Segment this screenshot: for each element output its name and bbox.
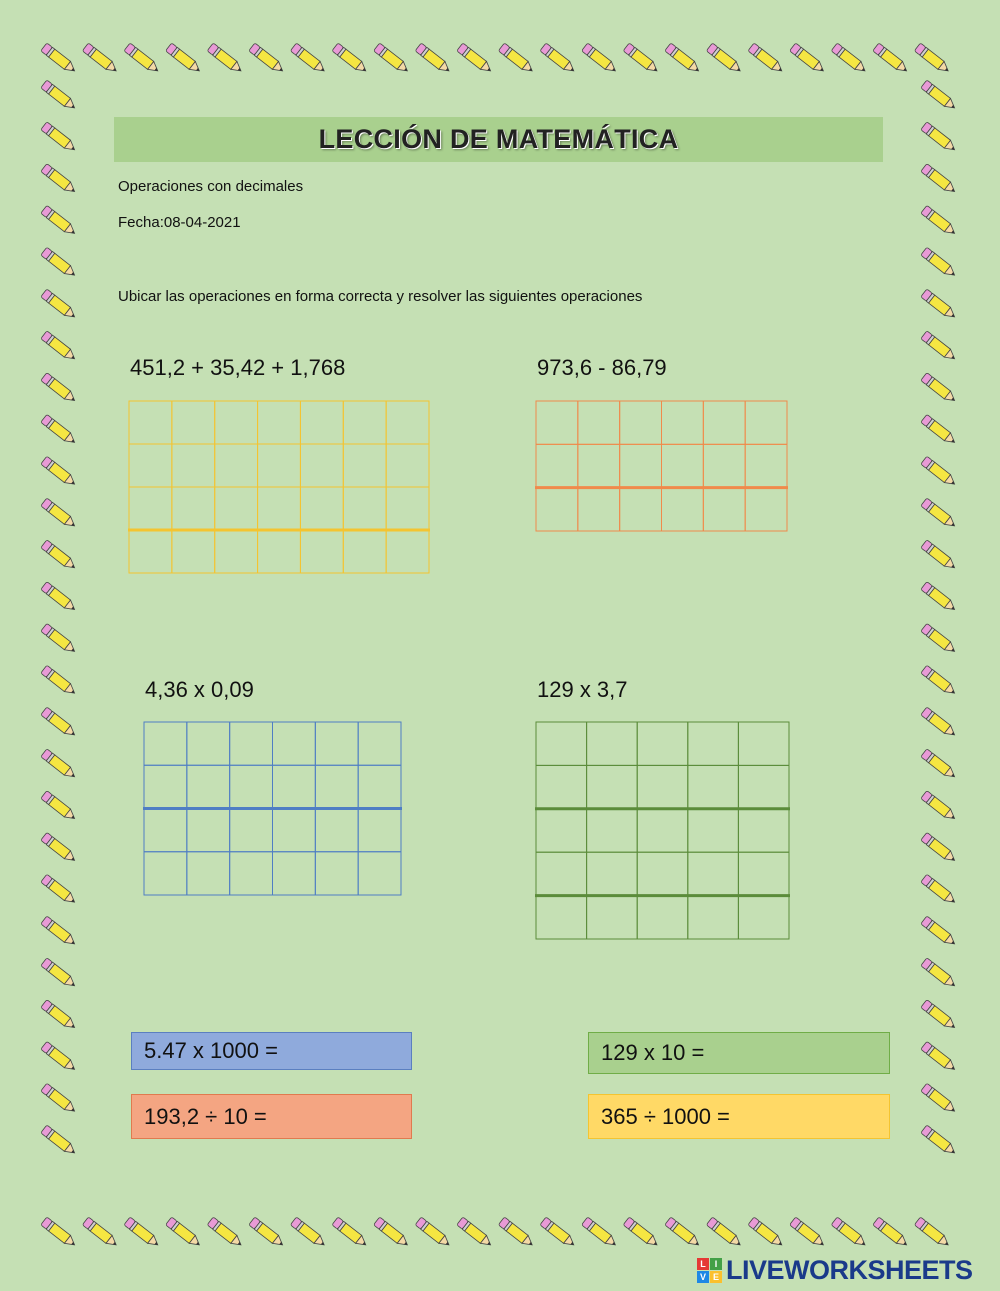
pencil-icon xyxy=(498,1217,535,1249)
pencil-icon xyxy=(582,1217,619,1249)
pencil-icon xyxy=(124,43,161,75)
pencil-icon xyxy=(415,1217,452,1249)
pencil-icon xyxy=(41,456,78,488)
pencil-icon xyxy=(921,498,958,530)
grid-cell[interactable] xyxy=(187,765,230,808)
grid-cell[interactable] xyxy=(662,488,704,531)
pencil-icon xyxy=(623,43,660,75)
pencil-icon xyxy=(831,43,868,75)
pencil-icon xyxy=(166,1217,203,1249)
grid-cell[interactable] xyxy=(230,809,273,852)
grid-cell[interactable] xyxy=(315,809,358,852)
answer-label: 129 x 10 = xyxy=(601,1040,705,1065)
pencil-icon xyxy=(41,205,78,237)
grid-cell[interactable] xyxy=(215,444,258,487)
logo-badge-icon: L I V E xyxy=(697,1258,722,1283)
subject-line: Operaciones con decimales xyxy=(118,178,304,195)
pencil-icon xyxy=(748,1217,785,1249)
pencil-icon xyxy=(82,43,119,75)
grid-cell[interactable] xyxy=(230,722,273,765)
grid-cell[interactable] xyxy=(738,896,789,939)
pencil-icon xyxy=(873,1217,910,1249)
pencil-icon xyxy=(921,247,958,279)
pencil-icon xyxy=(41,164,78,196)
pencil-icon xyxy=(582,43,619,75)
grid-cell[interactable] xyxy=(258,487,301,530)
liveworksheets-logo xyxy=(697,1255,973,1285)
grid-cell[interactable] xyxy=(315,765,358,808)
grid-cell[interactable] xyxy=(258,444,301,487)
answer-label: 5.47 x 1000 = xyxy=(144,1038,278,1063)
grid-cell[interactable] xyxy=(536,488,578,531)
grid-cell[interactable] xyxy=(536,401,578,444)
addition-grid[interactable] xyxy=(128,400,430,574)
answer-box-multiply-1000 xyxy=(131,1032,412,1070)
pencil-icon xyxy=(41,749,78,781)
pencil-icon xyxy=(332,1217,369,1249)
pencil-icon xyxy=(921,665,958,697)
grid-cell[interactable] xyxy=(587,896,638,939)
grid-cell[interactable] xyxy=(587,765,638,808)
pencil-icon xyxy=(921,832,958,864)
grid-cell[interactable] xyxy=(300,444,343,487)
date-line: Fecha:08-04-2021 xyxy=(118,214,241,231)
pencil-icon xyxy=(921,164,958,196)
operation-label-multiplication-1: 4,36 x 0,09 xyxy=(145,677,254,702)
multiplication-grid-1[interactable] xyxy=(143,721,402,896)
operation-label-multiplication-2: 129 x 3,7 xyxy=(537,677,628,702)
pencil-icon xyxy=(41,414,78,446)
multiplication-grid-2[interactable] xyxy=(535,721,790,940)
grid-cell[interactable] xyxy=(343,401,386,444)
pencil-icon xyxy=(921,205,958,237)
grid-cell[interactable] xyxy=(578,444,620,487)
grid-cell[interactable] xyxy=(386,401,429,444)
grid-cell[interactable] xyxy=(343,487,386,530)
pencil-icon xyxy=(665,1217,702,1249)
grid-cell[interactable] xyxy=(273,852,316,895)
grid-cell[interactable] xyxy=(343,444,386,487)
grid-cell[interactable] xyxy=(620,444,662,487)
grid-cell[interactable] xyxy=(273,765,316,808)
pencil-icon xyxy=(41,1000,78,1032)
grid-cell[interactable] xyxy=(536,809,587,852)
pencil-icon xyxy=(41,958,78,990)
grid-cell[interactable] xyxy=(187,852,230,895)
pencil-icon xyxy=(748,43,785,75)
grid-cell[interactable] xyxy=(273,809,316,852)
pencil-icon xyxy=(124,1217,161,1249)
pencil-icon xyxy=(41,331,78,363)
pencil-icon xyxy=(41,247,78,279)
pencil-icon xyxy=(41,916,78,948)
pencil-icon xyxy=(41,582,78,614)
grid-cell[interactable] xyxy=(315,722,358,765)
grid-cell[interactable] xyxy=(187,722,230,765)
grid-cell[interactable] xyxy=(215,487,258,530)
pencil-icon xyxy=(921,1125,958,1157)
pencil-icon xyxy=(415,43,452,75)
pencil-icon xyxy=(914,1217,951,1249)
pencil-icon xyxy=(921,331,958,363)
grid-cell[interactable] xyxy=(536,896,587,939)
grid-cell[interactable] xyxy=(230,765,273,808)
grid-cell[interactable] xyxy=(300,401,343,444)
pencil-icon xyxy=(41,874,78,906)
pencil-icon xyxy=(207,43,244,75)
answer-box-divide-10 xyxy=(131,1094,412,1139)
pencil-icon xyxy=(921,456,958,488)
pencil-icon xyxy=(921,916,958,948)
grid-cell[interactable] xyxy=(703,401,745,444)
grid-cell[interactable] xyxy=(637,809,688,852)
grid-cell[interactable] xyxy=(745,401,787,444)
grid-cell[interactable] xyxy=(343,530,386,573)
answer-label: 193,2 ÷ 10 = xyxy=(144,1103,267,1129)
grid-cell[interactable] xyxy=(662,444,704,487)
grid-cell[interactable] xyxy=(386,487,429,530)
grid-cell[interactable] xyxy=(536,852,587,895)
grid-cell[interactable] xyxy=(129,530,172,573)
pencil-icon xyxy=(41,623,78,655)
pencil-icon xyxy=(921,289,958,321)
grid-cell[interactable] xyxy=(258,401,301,444)
pencil-icon xyxy=(290,1217,327,1249)
pencil-icon xyxy=(41,832,78,864)
pencil-icon xyxy=(249,1217,286,1249)
pencil-icon xyxy=(706,1217,743,1249)
grid-cell[interactable] xyxy=(172,444,215,487)
grid-cell[interactable] xyxy=(144,765,187,808)
operation-label-addition: 451,2 + 35,42 + 1,768 xyxy=(130,355,346,380)
grid-cell[interactable] xyxy=(688,896,739,939)
pencil-icon xyxy=(41,1041,78,1073)
pencil-icon xyxy=(921,80,958,112)
grid-cell[interactable] xyxy=(273,722,316,765)
pencil-icon xyxy=(914,43,951,75)
pencil-icon xyxy=(921,1083,958,1115)
grid-cell[interactable] xyxy=(187,809,230,852)
pencil-icon xyxy=(41,289,78,321)
grid-cell[interactable] xyxy=(587,852,638,895)
grid-cell[interactable] xyxy=(129,401,172,444)
grid-cell[interactable] xyxy=(129,487,172,530)
grid-cell[interactable] xyxy=(358,809,401,852)
pencil-icon xyxy=(41,707,78,739)
pencil-icon xyxy=(706,43,743,75)
grid-cell[interactable] xyxy=(745,444,787,487)
grid-cell[interactable] xyxy=(215,401,258,444)
grid-cell[interactable] xyxy=(738,809,789,852)
logo-text: LIVEWORKSHEETS xyxy=(726,1254,973,1285)
subtraction-grid[interactable] xyxy=(535,400,788,532)
pencil-icon xyxy=(166,43,203,75)
grid-cell[interactable] xyxy=(703,488,745,531)
grid-cell[interactable] xyxy=(358,765,401,808)
operation-label-subtraction: 973,6 - 86,79 xyxy=(537,355,667,380)
pencil-icon xyxy=(921,707,958,739)
grid-cell[interactable] xyxy=(172,487,215,530)
pencil-icon xyxy=(540,43,577,75)
grid-cell[interactable] xyxy=(129,444,172,487)
grid-cell[interactable] xyxy=(745,488,787,531)
grid-cell[interactable] xyxy=(536,444,578,487)
pencil-icon xyxy=(41,1217,78,1249)
grid-cell[interactable] xyxy=(300,487,343,530)
grid-cell[interactable] xyxy=(620,401,662,444)
pencil-icon xyxy=(921,874,958,906)
answer-input[interactable] xyxy=(275,1104,389,1129)
pencil-icon xyxy=(921,540,958,572)
pencil-icon xyxy=(41,540,78,572)
pencil-icon xyxy=(790,1217,827,1249)
answer-box-divide-1000 xyxy=(588,1094,890,1139)
pencil-icon xyxy=(374,1217,411,1249)
grid-cell[interactable] xyxy=(386,444,429,487)
title-bar xyxy=(114,117,883,162)
grid-cell[interactable] xyxy=(688,852,739,895)
grid-cell[interactable] xyxy=(536,722,587,765)
pencil-icon xyxy=(457,43,494,75)
grid-cell[interactable] xyxy=(358,722,401,765)
pencil-icon xyxy=(665,43,702,75)
grid-cell[interactable] xyxy=(703,444,745,487)
grid-cell[interactable] xyxy=(144,809,187,852)
answer-label: 365 ÷ 1000 = xyxy=(601,1103,730,1129)
grid-cell[interactable] xyxy=(172,530,215,573)
pencil-icon xyxy=(290,43,327,75)
pencil-icon xyxy=(41,1125,78,1157)
instruction-line: Ubicar las operaciones en forma correcta y resolver las siguientes operaciones xyxy=(118,288,643,305)
grid-cell[interactable] xyxy=(386,530,429,573)
grid-cell[interactable] xyxy=(578,488,620,531)
grid-cell[interactable] xyxy=(620,488,662,531)
grid-cell[interactable] xyxy=(358,852,401,895)
pencil-icon xyxy=(921,749,958,781)
pencil-icon xyxy=(41,791,78,823)
pencil-icon xyxy=(41,373,78,405)
answer-box-multiply-10 xyxy=(588,1032,890,1074)
pencil-icon xyxy=(921,791,958,823)
pencil-icon xyxy=(921,1000,958,1032)
grid-cell[interactable] xyxy=(258,530,301,573)
pencil-icon xyxy=(41,80,78,112)
pencil-icon xyxy=(921,414,958,446)
grid-cell[interactable] xyxy=(587,809,638,852)
pencil-icon xyxy=(82,1217,119,1249)
pencil-icon xyxy=(207,1217,244,1249)
pencil-icon xyxy=(540,1217,577,1249)
answer-input[interactable] xyxy=(712,1041,826,1066)
pencil-icon xyxy=(41,1083,78,1115)
grid-cell[interactable] xyxy=(662,401,704,444)
pencil-icon xyxy=(41,498,78,530)
pencil-icon xyxy=(332,43,369,75)
pencil-icon xyxy=(921,623,958,655)
grid-cell[interactable] xyxy=(144,852,187,895)
grid-cell[interactable] xyxy=(215,530,258,573)
pencil-icon xyxy=(831,1217,868,1249)
pencil-icon xyxy=(41,665,78,697)
pencil-icon xyxy=(623,1217,660,1249)
pencil-icon xyxy=(374,43,411,75)
grid-cell[interactable] xyxy=(536,765,587,808)
pencil-icon xyxy=(873,43,910,75)
pencil-icon xyxy=(498,43,535,75)
grid-cell[interactable] xyxy=(578,401,620,444)
pencil-icon xyxy=(457,1217,494,1249)
grid-cell[interactable] xyxy=(172,401,215,444)
grid-cell[interactable] xyxy=(315,852,358,895)
pencil-icon xyxy=(921,958,958,990)
page-title: LECCIÓN DE MATEMÁTICA xyxy=(318,124,679,154)
grid-cell[interactable] xyxy=(738,852,789,895)
pencil-icon xyxy=(790,43,827,75)
pencil-icon xyxy=(921,122,958,154)
answer-input[interactable] xyxy=(286,1039,400,1064)
pencil-icon xyxy=(921,582,958,614)
grid-cell[interactable] xyxy=(637,852,688,895)
grid-cell[interactable] xyxy=(230,852,273,895)
answer-input[interactable] xyxy=(738,1104,852,1129)
grid-cell[interactable] xyxy=(688,765,739,808)
pencil-icon xyxy=(41,43,78,75)
pencil-icon xyxy=(249,43,286,75)
pencil-icon xyxy=(921,1041,958,1073)
grid-cell[interactable] xyxy=(637,896,688,939)
pencil-icon xyxy=(41,122,78,154)
grid-cell[interactable] xyxy=(738,765,789,808)
grid-cell[interactable] xyxy=(688,809,739,852)
grid-cell[interactable] xyxy=(637,722,688,765)
grid-cell[interactable] xyxy=(637,765,688,808)
grid-cell[interactable] xyxy=(688,722,739,765)
pencil-icon xyxy=(921,373,958,405)
grid-cell[interactable] xyxy=(738,722,789,765)
grid-cell[interactable] xyxy=(300,530,343,573)
grid-cell[interactable] xyxy=(144,722,187,765)
grid-cell[interactable] xyxy=(587,722,638,765)
